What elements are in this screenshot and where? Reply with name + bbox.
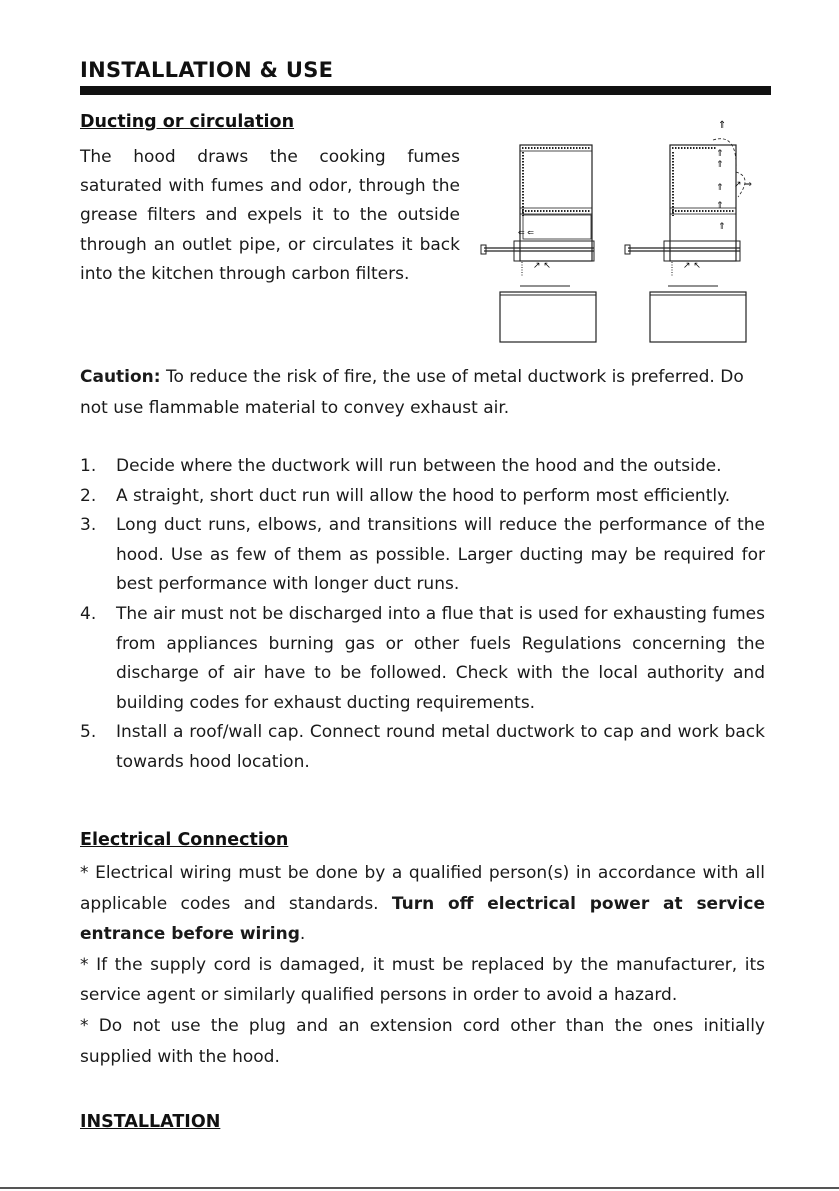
caution-label: Caution: (80, 367, 161, 387)
ducted-configuration-figure (481, 145, 596, 342)
step-text: Install a roof/wall cap. Connect round metal ductwork to cap and work back towards hood location. (116, 722, 765, 772)
svg-text:⇑: ⇑ (716, 183, 724, 193)
electrical-paragraph-1 (80, 858, 765, 950)
svg-text:↗ ⇒: ↗ ⇒ (734, 180, 752, 190)
electrical-text-end: . (299, 924, 306, 945)
electrical-text: * Electrical wiring must be done by a qualified person(s) in accordance with all applicable codes and standards. (80, 863, 765, 914)
electrical-paragraph-3: * Do not use the plug and an extension cord other than the ones initially supplied with the hood. (80, 1015, 765, 1067)
step-text: Long duct runs, elbows, and transitions will reduce the performance of the hood. Use as few of them as possible. Larger ducting may be required for best performance with longer duct runs. (116, 515, 765, 595)
caution-note (80, 362, 765, 424)
step-text: Decide where the ductwork will run between the hood and the outside. (116, 456, 722, 476)
step-text: The air must not be discharged into a flue that is used for exhausting fumes from appliances burning gas or other fuels Regulations concerning the discharge of air have to be followed. Check with the local authority and building codes for exhaust ducting requirements. (116, 603, 765, 713)
step-number: 4. (80, 603, 97, 624)
ducting-steps-list (80, 452, 765, 778)
svg-text:⇑: ⇑ (718, 222, 726, 232)
installation-heading: INSTALLATION (80, 1112, 221, 1132)
electrical-heading: Electrical Connection (80, 830, 289, 850)
caution-text: To reduce the risk of fire, the use of metal ductwork is preferred. Do not use flammable material to convey exhaust air. (80, 367, 744, 418)
svg-text:↗ ↖: ↗ ↖ (533, 261, 551, 271)
svg-text:⇑: ⇑ (716, 149, 724, 159)
ducting-paragraph: The hood draws the cooking fumes saturated with fumes and odor, through the grease filters and expels it to the outside through an outlet pipe, or circulates it back into the kitchen through carbon filters. (80, 147, 460, 284)
page-title: INSTALLATION & USE (80, 58, 334, 82)
list-item (80, 718, 765, 777)
electrical-paragraph-2: * If the supply cord is damaged, it must be replaced by the manufacturer, its service agent or similarly qualified persons in order to avoid a hazard. (80, 954, 765, 1006)
step-text: A straight, short duct run will allow the hood to perform most efficiently. (116, 485, 731, 506)
recirculating-configuration-figure (625, 120, 752, 342)
list-item (80, 600, 765, 718)
svg-text:⇑: ⇑ (716, 201, 724, 211)
step-number: 1. (80, 456, 97, 476)
svg-text:⇐ ⇐: ⇐ ⇐ (518, 228, 534, 237)
list-item (80, 482, 765, 512)
list-item (80, 452, 765, 482)
electrical-warning: Turn off electrical power at service entrance before wiring (80, 893, 765, 945)
ducting-diagram (478, 112, 778, 347)
electrical-section (80, 858, 765, 1072)
ducting-heading: Ducting or circulation (80, 112, 295, 132)
step-number: 5. (80, 722, 97, 743)
svg-text:↗ ↖: ↗ ↖ (683, 261, 701, 271)
svg-text:⇑: ⇑ (716, 160, 724, 170)
page-bottom-rule (0, 1187, 839, 1189)
step-number: 2. (80, 485, 97, 506)
title-rule (80, 86, 771, 95)
list-item (80, 511, 765, 600)
svg-text:⇑: ⇑ (718, 120, 727, 131)
step-number: 3. (80, 515, 97, 536)
